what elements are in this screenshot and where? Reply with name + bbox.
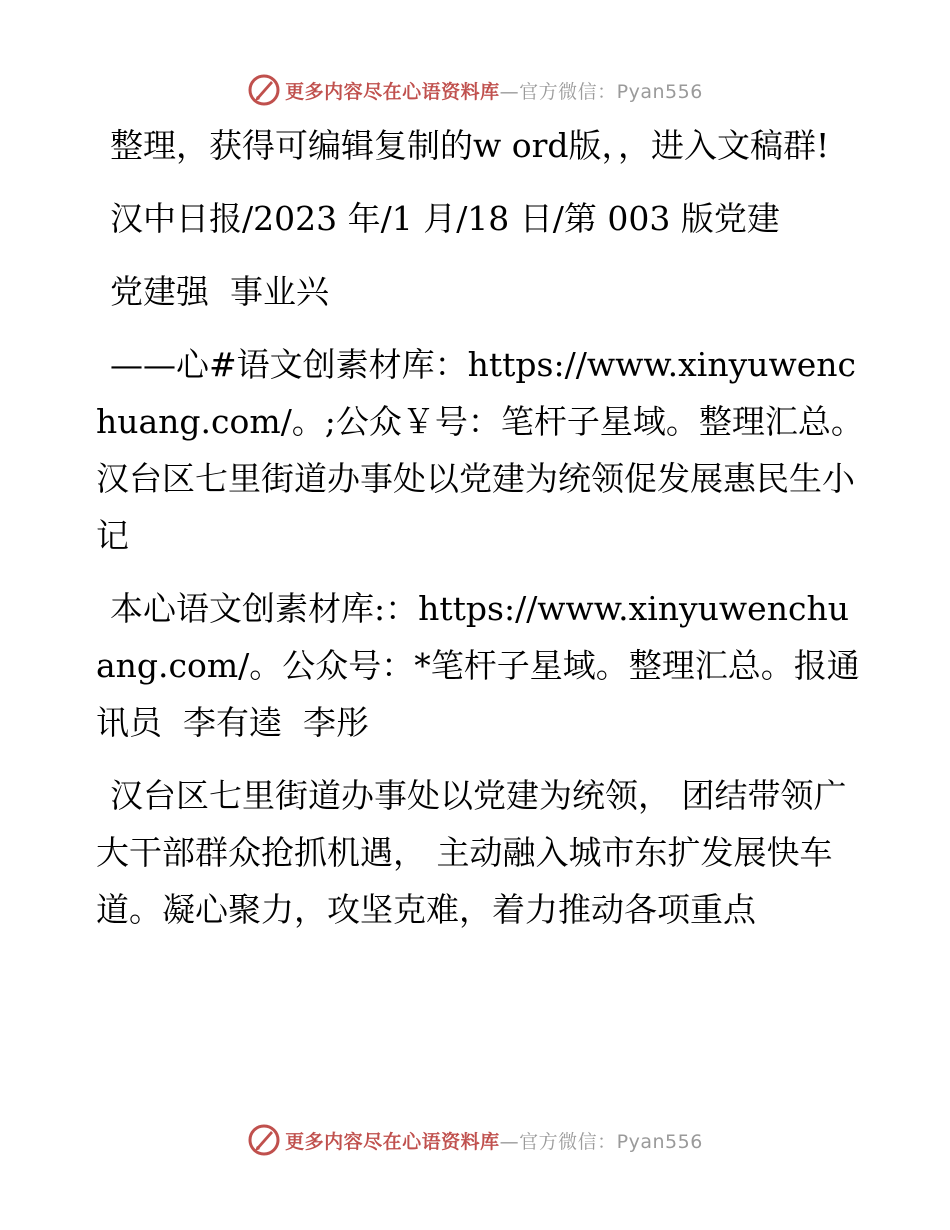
doc-paragraph: 本心语文创素材库:：https://www.xinyuwenchuang.com/。公众号：*笔杆子星域。整理汇总。报通讯员 李有逵 李彤 (96, 589, 860, 742)
doc-paragraph: ——心#语文创素材库：https://www.xinyuwenchuang.com/。;公众￥号：笔杆子星域。整理汇总。汉台区七里街道办事处以党建为统领促发展惠民生小记 (96, 345, 864, 555)
footer-banner-text (285, 1127, 703, 1154)
document-body (96, 117, 866, 954)
doc-paragraph: 汉中日报/2023 年/1 月/18 日/第 003 版党建 (110, 199, 780, 238)
header-slogan: 更多内容尽在心语资料库 (285, 80, 500, 103)
footer-contact: 官方微信：Pyan556 (519, 1130, 703, 1153)
quill-logo-icon (247, 73, 281, 107)
quill-logo-icon (247, 1123, 281, 1157)
header-banner (0, 70, 950, 110)
header-contact: 官方微信：Pyan556 (519, 80, 703, 103)
header-separator: — (499, 80, 520, 103)
doc-paragraph: 整理，获得可编辑复制的w ord版，，进入文稿群! (110, 126, 830, 165)
footer-separator: — (499, 1130, 520, 1153)
doc-paragraph: 汉台区七里街道办事处以党建为统领， 团结带领广大干部群众抢抓机遇， 主动融入城市东扩发展快车道。凝心聚力，攻坚克难，着力推动各项重点 (96, 776, 847, 929)
footer-slogan: 更多内容尽在心语资料库 (285, 1130, 500, 1153)
footer-banner (0, 1120, 950, 1160)
doc-paragraph: 党建强 事业兴 (110, 272, 329, 311)
header-banner-text (285, 77, 703, 104)
